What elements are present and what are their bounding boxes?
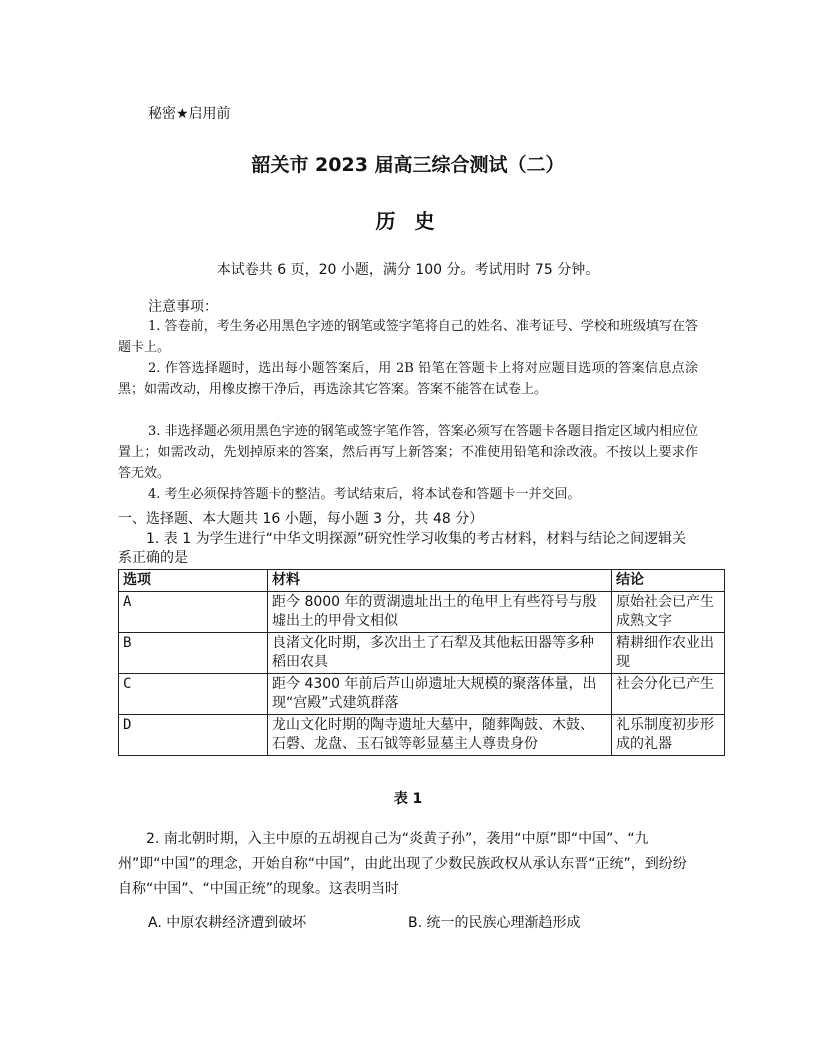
- row-conclusion: 精耕细作农业出现: [612, 633, 725, 674]
- header-material: 材料: [268, 570, 612, 592]
- table-1: [118, 569, 725, 756]
- exam-title: 韶关市 2023 届高三综合测试（二）: [251, 154, 565, 176]
- table-header-row: [119, 570, 725, 592]
- table-row: [119, 633, 725, 674]
- header-conclusion: 结论: [612, 570, 725, 592]
- row-option: C: [119, 674, 268, 715]
- row-material: 良渚文化时期，多次出土了石犁及其他耘田器等多种稻田农具: [268, 633, 612, 674]
- question-2-option-a: A. 中原农耕经济遭到破坏: [148, 915, 307, 931]
- row-material: 距今 4300 年前后芦山峁遗址大规模的聚落体量，出现“宫殿”式建筑群落: [268, 674, 612, 715]
- confidential-mark: 秘密★启用前: [148, 106, 231, 122]
- note-item-3: 3. 非选择题必须用黑色字迹的钢笔或签字笔作答，答案必须写在答题卡各题目指定区域内相应位置上；如需改动，先划掉原来的答案，然后再写上新答案；不准使用铅笔和涂改液。不按以上要求作答无效。: [118, 424, 698, 481]
- row-conclusion: 社会分化已产生: [612, 674, 725, 715]
- notes-title: 注意事项：: [148, 299, 218, 315]
- table-row: [119, 715, 725, 756]
- row-material: 距今 8000 年的贾湖遗址出土的龟甲上有些符号与殷墟出土的甲骨文相似: [268, 592, 612, 633]
- table-row: [119, 592, 725, 633]
- note-item-4: 4. 考生必须保持答题卡的整洁。考试结束后，将本试卷和答题卡一并交回。: [148, 487, 581, 502]
- note-item-1: 1. 答卷前，考生务必用黑色字迹的钢笔或签字笔将自己的姓名、准考证号、学校和班级填写在答题卡上。: [118, 319, 698, 355]
- table-row: [119, 674, 725, 715]
- row-conclusion: 原始社会已产生成熟文字: [612, 592, 725, 633]
- row-material: 龙山文化时期的陶寺遗址大墓中，随葬陶鼓、木鼓、石磬、龙盘、玉石钺等彰显墓主人尊贵身份: [268, 715, 612, 756]
- header-option: 选项: [119, 570, 268, 592]
- subject-title: 历 史: [375, 209, 441, 233]
- row-conclusion: 礼乐制度初步形成的礼器: [612, 715, 725, 756]
- question-2-stem: 2. 南北朝时期，入主中原的五胡视自己为“炎黄子孙”，袭用“中原”即“中国”、“九州”即“中国”的理念，开始自称“中国”，由此出现了少数民族政权从承认东晋“正统”，到纷纷自称“中国”、“中国正统”的现象。这表明当时: [118, 831, 687, 897]
- row-option: B: [119, 633, 268, 674]
- question-1-stem: 1. 表 1 为学生进行“中华文明探源”研究性学习收集的考古材料，材料与结论之间逻辑关系正确的是: [118, 531, 687, 566]
- question-2-option-b: B. 统一的民族心理渐趋形成: [408, 915, 581, 931]
- note-item-2: 2. 作答选择题时，选出每小题答案后，用 2B 铅笔在答题卡上将对应题目选项的答案信息点涂黑；如需改动，用橡皮擦干净后，再选涂其它答案。答案不能答在试卷上。: [118, 361, 698, 397]
- row-option: D: [119, 715, 268, 756]
- exam-info: 本试卷共 6 页，20 小题，满分 100 分。考试用时 75 分钟。: [216, 262, 600, 278]
- table-caption: 表 1: [393, 791, 423, 807]
- row-option: A: [119, 592, 268, 633]
- section-title: 一、选择题、本大题共 16 小题，每小题 3 分，共 48 分）: [118, 511, 484, 527]
